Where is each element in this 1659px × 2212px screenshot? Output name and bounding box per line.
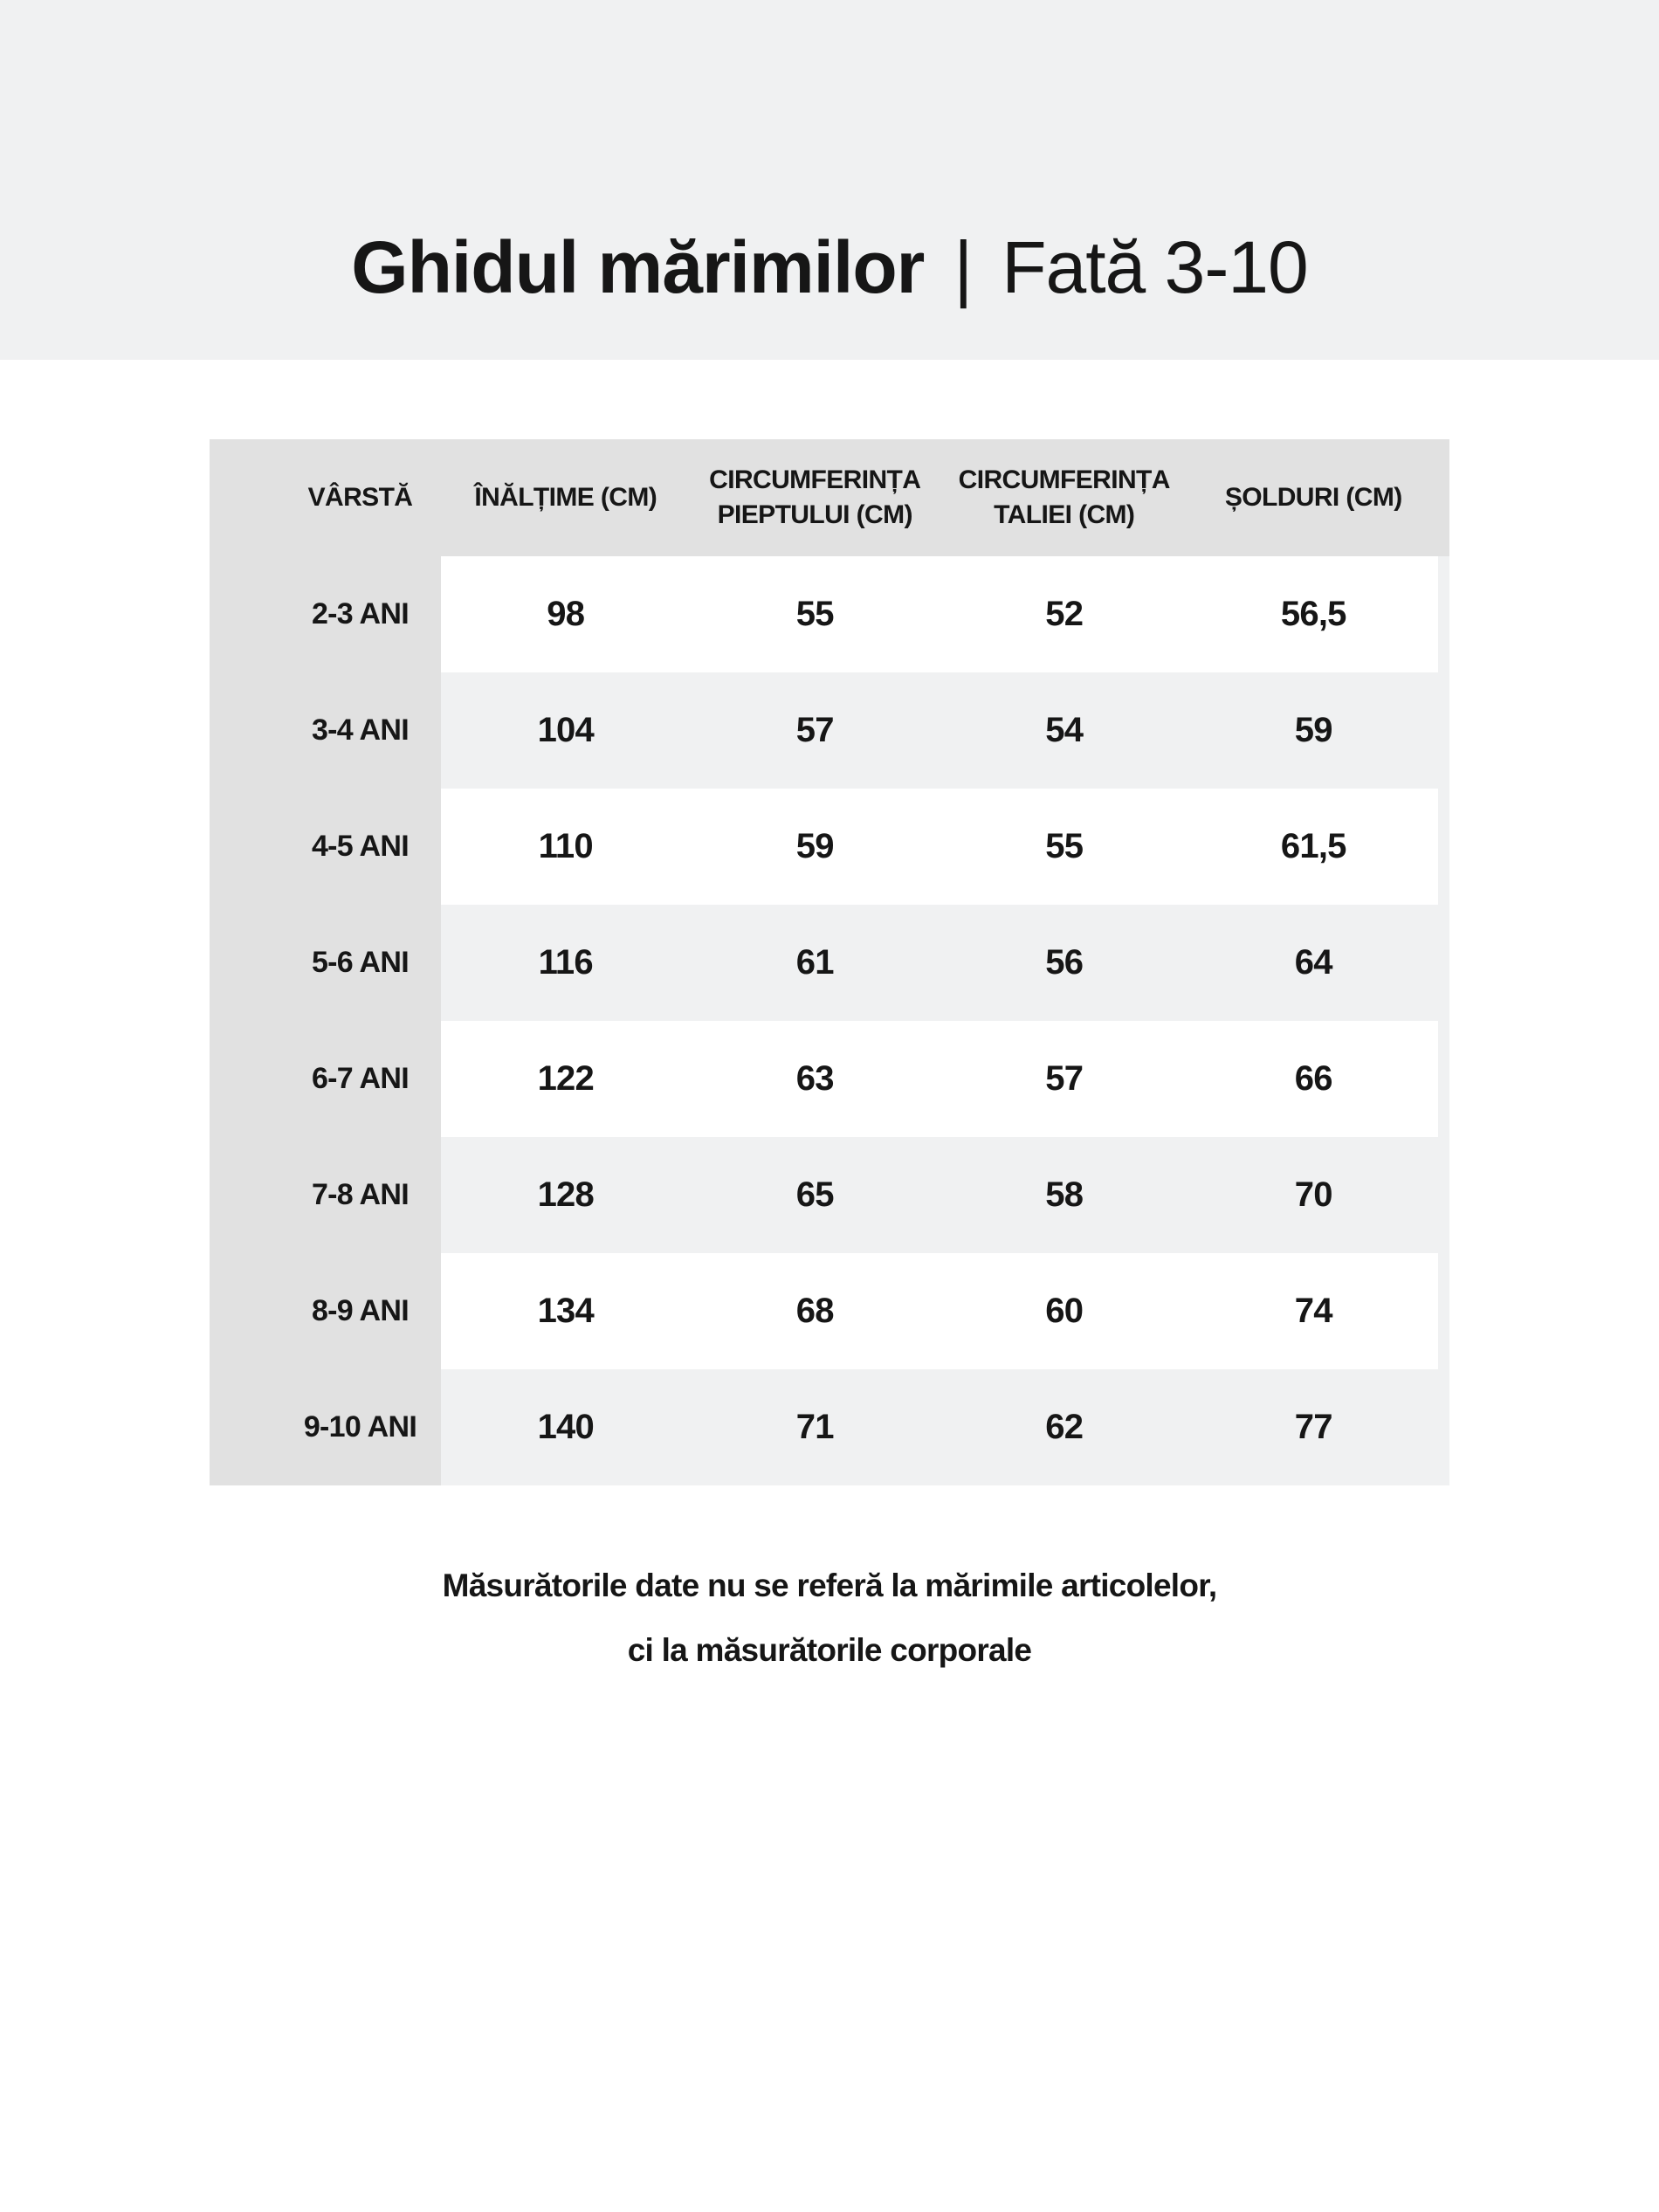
column-header-height: ÎNĂLȚIME (CM) — [474, 483, 657, 512]
value-cell: 64 — [1189, 905, 1439, 1021]
table-edge-strip — [1438, 905, 1449, 1021]
table-edge-strip — [1438, 789, 1449, 905]
table-edge-strip — [1438, 556, 1449, 672]
value-cell: 116 — [441, 905, 691, 1021]
table-header-row — [210, 439, 1449, 556]
value-cell: 122 — [441, 1021, 691, 1137]
value-cell: 68 — [691, 1253, 940, 1369]
value-cell: 59 — [691, 789, 940, 905]
table-edge-strip — [1438, 1021, 1449, 1137]
value-cell: 104 — [441, 672, 691, 789]
table-row — [210, 1253, 1449, 1369]
table-row — [210, 789, 1449, 905]
value-cell: 55 — [691, 556, 940, 672]
table-edge-strip — [1438, 439, 1449, 556]
size-guide-banner — [0, 0, 1659, 360]
table-row — [210, 1369, 1449, 1485]
value-cell: 61 — [691, 905, 940, 1021]
value-cell: 57 — [940, 1021, 1189, 1137]
page-title — [351, 227, 1307, 307]
table-row — [210, 1137, 1449, 1253]
column-header-age: VÂRSTĂ — [307, 483, 413, 512]
age-cell: 4-5 ANI — [210, 789, 441, 905]
page-title-segment: Fată 3-10 — [1002, 226, 1308, 308]
value-cell: 56,5 — [1189, 556, 1439, 672]
age-cell: 2-3 ANI — [210, 556, 441, 672]
value-cell: 59 — [1189, 672, 1439, 789]
value-cell: 52 — [940, 556, 1189, 672]
table-edge-strip — [1438, 1369, 1449, 1485]
value-cell: 58 — [940, 1137, 1189, 1253]
page-title-main: Ghidul mărimilor — [351, 226, 925, 308]
table-edge-strip — [1438, 1137, 1449, 1253]
table-row — [210, 905, 1449, 1021]
value-cell: 60 — [940, 1253, 1189, 1369]
value-cell: 134 — [441, 1253, 691, 1369]
age-cell: 7-8 ANI — [210, 1137, 441, 1253]
table-row — [210, 556, 1449, 672]
value-cell: 61,5 — [1189, 789, 1439, 905]
age-cell: 5-6 ANI — [210, 905, 441, 1021]
value-cell: 56 — [940, 905, 1189, 1021]
value-cell: 62 — [940, 1369, 1189, 1485]
value-cell: 57 — [691, 672, 940, 789]
table-edge-strip — [1438, 1253, 1449, 1369]
disclaimer-line-2: ci la măsurătorile corporale — [627, 1632, 1032, 1668]
column-header-chest: CIRCUMFERINȚA PIEPTULUI (CM) — [709, 465, 921, 529]
value-cell: 74 — [1189, 1253, 1439, 1369]
value-cell: 77 — [1189, 1369, 1439, 1485]
size-table — [210, 439, 1449, 1485]
age-cell: 9-10 ANI — [210, 1369, 441, 1485]
disclaimer-line-1: Măsurătorile date nu se referă la mărimile articolelor, — [442, 1568, 1217, 1603]
table-edge-strip — [1438, 672, 1449, 789]
value-cell: 140 — [441, 1369, 691, 1485]
table-row — [210, 672, 1449, 789]
value-cell: 71 — [691, 1369, 940, 1485]
value-cell: 65 — [691, 1137, 940, 1253]
value-cell: 110 — [441, 789, 691, 905]
disclaimer-text — [0, 1554, 1659, 1683]
value-cell: 66 — [1189, 1021, 1439, 1137]
title-separator: | — [953, 226, 973, 308]
value-cell: 54 — [940, 672, 1189, 789]
value-cell: 128 — [441, 1137, 691, 1253]
value-cell: 63 — [691, 1021, 940, 1137]
value-cell: 55 — [940, 789, 1189, 905]
value-cell: 98 — [441, 556, 691, 672]
value-cell: 70 — [1189, 1137, 1439, 1253]
age-cell: 3-4 ANI — [210, 672, 441, 789]
age-cell: 8-9 ANI — [210, 1253, 441, 1369]
column-header-waist: CIRCUMFERINȚA TALIEI (CM) — [958, 465, 1170, 529]
table-row — [210, 1021, 1449, 1137]
column-header-hips: ȘOLDURI (CM) — [1224, 483, 1402, 512]
age-cell: 6-7 ANI — [210, 1021, 441, 1137]
